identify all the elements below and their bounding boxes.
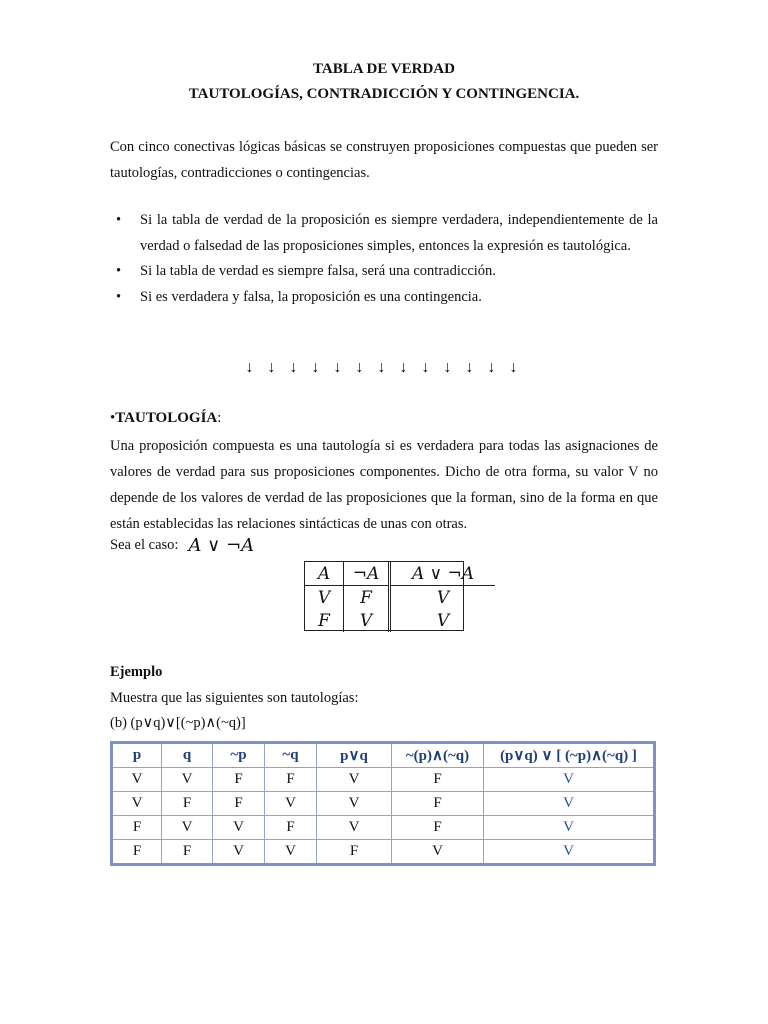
tautologia-heading-text: TAUTOLOGÍA [115, 410, 218, 426]
table-header-cell: q [162, 743, 213, 768]
table-row [112, 840, 655, 865]
table-header-cell: p∨q [317, 743, 392, 768]
table-cell: V [436, 587, 450, 608]
table-cell: F [213, 792, 265, 816]
ejemplo-expression: (b) (p∨q)∨[(~p)∧(~q)] [110, 715, 246, 731]
table-cell: V [317, 816, 392, 840]
list-item [110, 259, 658, 285]
table-header-cell: ¬A [344, 562, 390, 586]
caso-line [110, 533, 254, 554]
table-cell: V [213, 816, 265, 840]
tautologia-heading [110, 410, 221, 427]
document-subtitle: TAUTOLOGÍAS, CONTRADICCIÓN Y CONTINGENCIA. [188, 86, 580, 102]
table-cell: F [392, 792, 484, 816]
bullet-icon: • [116, 212, 122, 228]
table-header-cell: (p∨q) ∨ [ (~p)∧(~q) ] [484, 743, 655, 768]
tautologia-definition: Una proposición compuesta es una tautología si es verdadera para todas las asignaciones de valores de verdad para sus proposiciones componentes. Dicho de otra forma, su valor V no depende de los valores de verdad de las proposiciones que la forman, sino de la forma en que están establecidas las relaciones sintácticas de unas con otras. [110, 438, 658, 532]
table-cell: V [317, 768, 392, 792]
heading-colon: : [217, 410, 222, 426]
table-cell: F [162, 840, 213, 865]
table-row [305, 609, 495, 632]
bullet-icon: • [116, 288, 122, 305]
bullet-text: Si la tabla de verdad es siempre falsa, será una contradicción. [140, 263, 496, 279]
table-cell: V [436, 610, 450, 631]
table-header-row [112, 743, 655, 768]
table-cell: V [265, 840, 317, 865]
truth-table-2 [110, 741, 656, 866]
table-row [112, 768, 655, 792]
table-cell: V [317, 792, 392, 816]
table-cell: F [112, 816, 162, 840]
table-cell: V [162, 768, 213, 792]
table-cell-result: V [484, 816, 655, 840]
table-cell: F [305, 609, 344, 632]
table-cell: V [305, 586, 344, 610]
list-item [110, 208, 658, 259]
table-header-row [305, 562, 495, 586]
table-header-cell: p [112, 743, 162, 768]
bullet-text: Si la tabla de verdad de la proposición es siempre verdadera, independientemente de la verdad o falsedad de las proposiciones simples, entonces la expresión es tautológica. [140, 212, 658, 254]
table-row [112, 792, 655, 816]
table-cell: F [265, 816, 317, 840]
table-cell: F [265, 768, 317, 792]
table-cell: V [112, 792, 162, 816]
list-item [110, 285, 658, 311]
table-cell-result: V [484, 768, 655, 792]
table-cell: F [112, 840, 162, 865]
bullet-icon: • [110, 410, 116, 426]
table-cell: V [344, 609, 390, 632]
table-row [112, 816, 655, 840]
table-cell: V [162, 816, 213, 840]
table-header-cell: A [305, 562, 344, 586]
table-cell: V [112, 768, 162, 792]
table-cell: F [162, 792, 213, 816]
table-cell-result: V [484, 792, 655, 816]
table-cell: V [213, 840, 265, 865]
table-header-cell: ~p [213, 743, 265, 768]
truth-table-1 [305, 562, 495, 632]
bullet-text: Si es verdadera y falsa, la proposición es una contingencia. [140, 288, 482, 305]
table-header-cell: A ∨ ¬A [390, 562, 496, 586]
table-header-cell: ~(p)∧(~q) [392, 743, 484, 768]
table-row [305, 586, 495, 610]
down-arrows-divider: ↓ ↓ ↓ ↓ ↓ ↓ ↓ ↓ ↓ ↓ ↓ ↓ ↓ [245, 359, 523, 376]
caso-expression: A ∨ ¬A [188, 535, 255, 556]
intro-paragraph: Con cinco conectivas lógicas básicas se construyen proposiciones compuestas que pueden ser tautologías, contradicciones o contingencias. [110, 139, 658, 181]
table-cell: F [392, 768, 484, 792]
table-cell: F [344, 586, 390, 610]
document-title: TABLA DE VERDAD [313, 61, 455, 77]
table-cell: F [317, 840, 392, 865]
table-cell: F [392, 816, 484, 840]
caso-label: Sea el caso: [110, 537, 179, 553]
table-cell: F [213, 768, 265, 792]
ejemplo-instruction: Muestra que las siguientes son tautologías: [110, 690, 359, 706]
table-cell: V [265, 792, 317, 816]
bullet-icon: • [116, 263, 122, 279]
table-cell: V [392, 840, 484, 865]
table-cell-result: V [484, 840, 655, 865]
table-header-cell: ~q [265, 743, 317, 768]
ejemplo-heading: Ejemplo [110, 664, 163, 680]
definition-bullet-list [110, 208, 658, 310]
